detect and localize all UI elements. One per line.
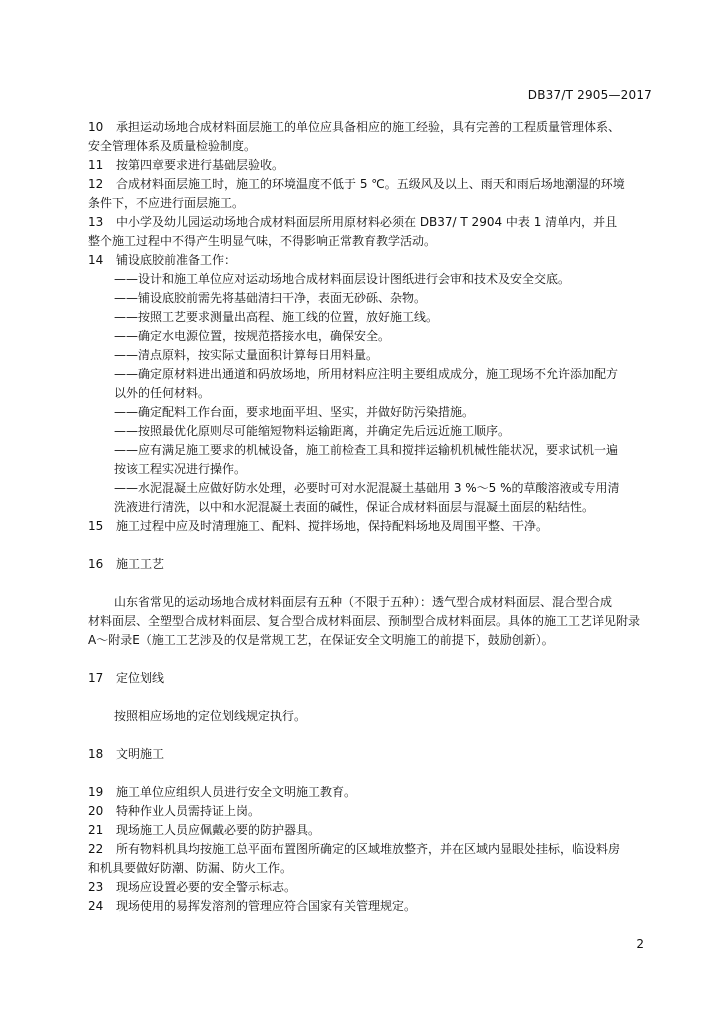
list-item: ——按照最优化原则尽可能缩短物料运输距离，并确定先后远近施工顺序。 xyxy=(114,424,511,438)
section-18-heading: 18 文明施工 xyxy=(88,747,165,761)
clause-20: 20 特种作业人员需持证上岗。 xyxy=(88,804,261,818)
clause-12-cont: 条件下，不应进行面层施工。 xyxy=(88,196,245,210)
list-item: ——设计和施工单位应对运动场地合成材料面层设计图纸进行会审和技术及安全交底。 xyxy=(114,272,571,286)
list-item: ——确定水电源位置，按规范搭接水电，确保安全。 xyxy=(114,329,391,343)
clause-21: 21 现场施工人员应佩戴必要的防护器具。 xyxy=(88,823,321,837)
section-17-heading: 17 定位划线 xyxy=(88,671,165,685)
clause-10-cont: 安全管理体系及质量检验制度。 xyxy=(88,139,257,153)
list-item: ——清点原料，按实际丈量面积计算每日用料量。 xyxy=(114,348,379,362)
list-item: ——确定原材料进出通道和码放场地，所用材料应注明主要组成成分，施工现场不允许添加配方 xyxy=(114,367,619,381)
list-item-cont: 洗液进行清洗，以中和水泥混凝土表面的碱性，保证合成材料面层与混凝土面层的粘结性。 xyxy=(114,500,595,514)
clause-24: 24 现场使用的易挥发溶剂的管理应符合国家有关管理规定。 xyxy=(88,899,417,913)
list-item: ——按照工艺要求测量出高程、施工线的位置，放好施工线。 xyxy=(114,310,439,324)
clause-13: 13 中小学及幼儿园运动场地合成材料面层所用原材料必须在 DB37/ T 2904 中表 1 清单内，并且 xyxy=(88,215,618,229)
list-item: ——应有满足施工要求的机械设备，施工前检查工具和搅拌运输机机械性能状况，要求试机一遍 xyxy=(114,443,619,457)
document-code: DB37/T 2905—2017 xyxy=(527,88,652,102)
clause-12: 12 合成材料面层施工时，施工的环境温度不低于 5 ℃。五级风及以上、雨天和雨后场地潮湿的环境 xyxy=(88,177,625,191)
clause-19: 19 施工单位应组织人员进行安全文明施工教育。 xyxy=(88,785,357,799)
clause-23: 23 现场应设置必要的安全警示标志。 xyxy=(88,880,297,894)
page-number: 2 xyxy=(636,937,644,951)
section-16-paragraph: 山东省常见的运动场地合成材料面层有五种（不限于五种）：透气型合成材料面层、混合型合成 xyxy=(114,595,613,609)
list-item: ——铺设底胶前需先将基础清扫干净，表面无砂砾、杂物。 xyxy=(114,291,427,305)
section-16-paragraph-line2: 材料面层、全塑型合成材料面层、复合型合成材料面层、预制型合成材料面层。具体的施工工艺详见附录 xyxy=(88,614,641,628)
document-body xyxy=(88,118,658,916)
list-item-cont: 以外的任何材料。 xyxy=(114,386,211,400)
clause-22: 22 所有物料机具均按施工总平面布置图所确定的区域堆放整齐，并在区域内显眼处挂标，临设料房 xyxy=(88,842,621,856)
section-16-paragraph-line3: A～附录E（施工工艺涉及的仅是常规工艺，在保证安全文明施工的前提下，鼓励创新）。 xyxy=(88,633,554,647)
clause-14: 14 铺设底胶前准备工作： xyxy=(88,253,237,267)
list-item-cont: 按该工程实况进行操作。 xyxy=(114,462,247,476)
clause-13-cont: 整个施工过程中不得产生明显气味，不得影响正常教育教学活动。 xyxy=(88,234,437,248)
list-item: ——确定配料工作台面，要求地面平坦、坚实，并做好防污染措施。 xyxy=(114,405,475,419)
clause-11: 11 按第四章要求进行基础层验收。 xyxy=(88,158,285,172)
clause-10: 10 承担运动场地合成材料面层施工的单位应具备相应的施工经验，具有完善的工程质量管理体系、 xyxy=(88,120,621,134)
section-17-paragraph: 按照相应场地的定位划线规定执行。 xyxy=(114,709,307,723)
clause-22-cont: 和机具要做好防潮、防漏、防火工作。 xyxy=(88,861,293,875)
list-item: ——水泥混凝土应做好防水处理，必要时可对水泥混凝土基础用 3 %～5 %的草酸溶液或专用清 xyxy=(114,481,620,495)
section-16-heading: 16 施工工艺 xyxy=(88,557,165,571)
clause-15: 15 施工过程中应及时清理施工、配料、搅拌场地，保持配料场地及周围平整、干净。 xyxy=(88,519,549,533)
